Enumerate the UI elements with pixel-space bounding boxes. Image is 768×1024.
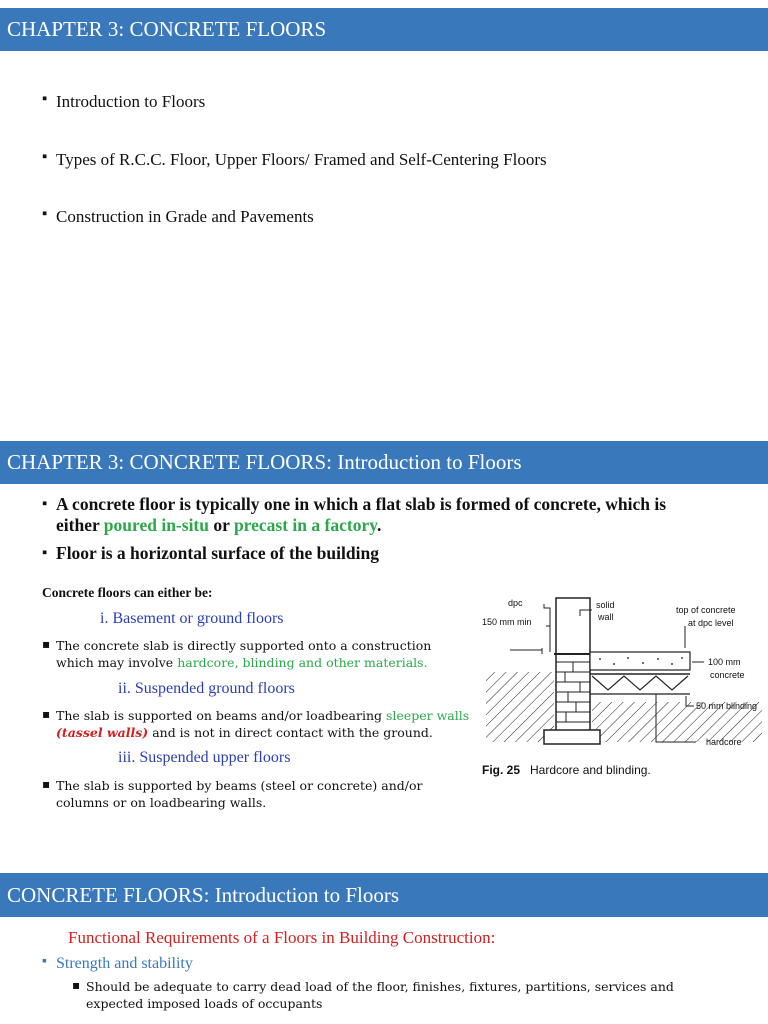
- para-su-line1: ▪ The slab is supported by beams (steel or concrete) and/or: [56, 778, 423, 793]
- slide3-subtitle: Functional Requirements of a Floors in Building Construction:: [68, 928, 496, 947]
- text-or: or: [209, 515, 234, 535]
- para-suspended-ground: [56, 707, 469, 741]
- heading-suspended-upper: iii. Suspended upper floors: [118, 749, 291, 766]
- slide2-bullet-1-line2: [56, 515, 666, 536]
- fig-caption-number: Fig. 25: [482, 763, 521, 777]
- label-dpc: dpc: [508, 598, 523, 608]
- label-solid: solid: [596, 600, 615, 610]
- concrete-slab: [590, 652, 690, 670]
- text-tassel-walls: (tassel walls): [56, 725, 149, 740]
- label-blinding: 50 mm blinding: [696, 701, 758, 711]
- text-slab-supported: The slab is supported on beams and/or loadbearing: [56, 708, 387, 723]
- slide2-bullet-2: ▪ Floor is a horizontal surface of the building: [56, 543, 379, 564]
- req-strength-bullet: ▪: [42, 954, 47, 969]
- heading-basement: i. Basement or ground floors: [100, 610, 284, 627]
- slide2-bullet-1-line1: ▪ A concrete floor is typically one in which a flat slab is formed of concrete, which is: [56, 494, 667, 514]
- slide2-title-bar: [0, 441, 768, 484]
- para-sg-line1: [56, 707, 469, 724]
- label-top2: at dpc level: [688, 618, 734, 628]
- label-wall: wall: [598, 612, 614, 622]
- label-hardcore: hardcore: [706, 737, 742, 747]
- text-not-in-contact: and is not in direct contact with the ground.: [148, 725, 433, 740]
- para-su-line2: columns or on loadbearing walls.: [56, 795, 267, 810]
- heading-suspended-ground: ii. Suspended ground floors: [118, 680, 295, 697]
- text-hardcore-blinding: hardcore, blinding and other materials.: [177, 655, 428, 670]
- slide1-title-bar: [0, 8, 768, 51]
- para-basement: [56, 637, 431, 671]
- slide1-bullet-1: ▪ Introduction to Floors: [56, 92, 205, 112]
- req-strength-line2: expected imposed loads of occupants: [86, 996, 323, 1011]
- para-suspended-upper: [56, 777, 422, 811]
- text-precast: precast in a factory: [233, 515, 378, 535]
- slide1-bullet-2: ▪ Types of R.C.C. Floor, Upper Floors/ Framed and Self-Centering Floors: [56, 150, 547, 170]
- slide3-title-bar: [0, 873, 768, 917]
- text-sleeper-walls: sleeper walls: [386, 708, 470, 723]
- fig-caption-text: Hardcore and blinding.: [530, 763, 651, 777]
- slide1-bullet-3: ▪ Construction in Grade and Pavements: [56, 207, 314, 227]
- req-strength-label: Strength and stability: [56, 955, 193, 972]
- slide3-title: CONCRETE FLOORS: Introduction to Floors: [7, 883, 400, 907]
- label-150mm: 150 mm min: [482, 617, 532, 627]
- req-strength-desc: [86, 978, 674, 1012]
- hardcore-blinding-figure: [480, 596, 764, 782]
- text-may-involve: which may involve: [56, 655, 178, 670]
- concrete-floors-can-be: Concrete floors can either be:: [42, 585, 213, 600]
- text-poured-in-situ: poured in-situ: [103, 515, 209, 535]
- slide1-title: CHAPTER 3: CONCRETE FLOORS: [7, 17, 327, 41]
- text-dot: .: [377, 515, 382, 535]
- label-100mm: 100 mm: [708, 657, 741, 667]
- slide2-bullet-1: [56, 494, 666, 536]
- para-sg-line2: [56, 724, 469, 741]
- label-top1: top of concrete: [676, 605, 736, 615]
- para-basement-line1: ▪ The concrete slab is directly supported onto a construction: [56, 638, 432, 653]
- slide2-title: CHAPTER 3: CONCRETE FLOORS: Introduction to Floors: [7, 450, 522, 474]
- req-strength-line1: ▪ Should be adequate to carry dead load of the floor, finishes, fixtures, partitions, services and: [86, 979, 674, 994]
- req-strength: [42, 954, 193, 973]
- label-concrete: concrete: [710, 670, 745, 680]
- para-basement-line2: [56, 654, 431, 671]
- text-either: either: [56, 515, 104, 535]
- footing: [544, 730, 600, 744]
